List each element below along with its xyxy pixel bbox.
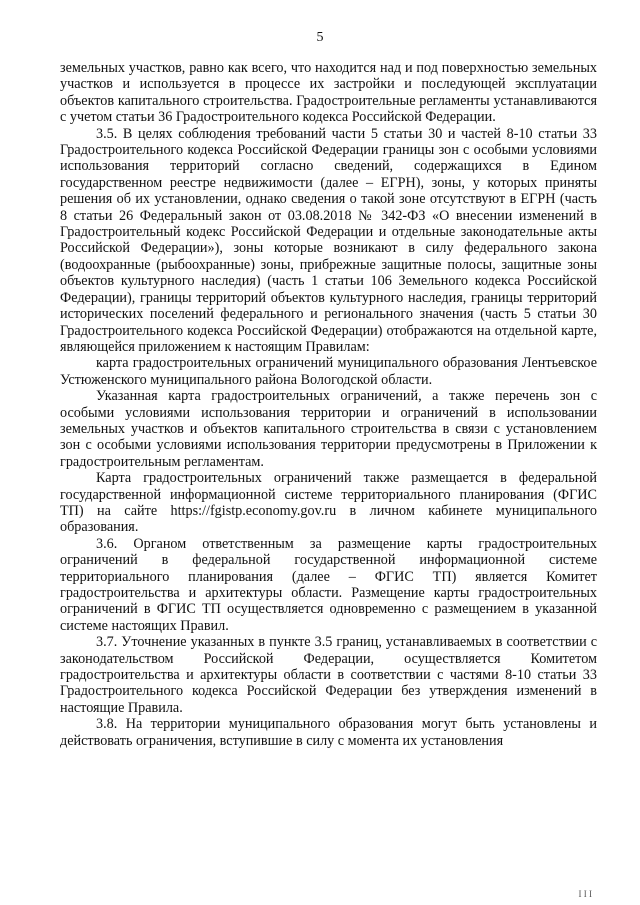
paragraph-restrictions-map: карта градостроительных ограничений муниципального образования Лентьевское Устюженского муниципального района Вологодской области. [60, 355, 597, 388]
paragraph-land-plots: земельных участков, равно как всего, что находится над и под поверхностью земельных участков и используется в процессе их застройки и последующей эксплуатации объектов капитального строительства. Градостроительные регламенты устанавливаются с учетом статьи 36 Градостроительного кодекса Российской Федерации. [60, 60, 597, 126]
footer-mark: I I I [578, 889, 592, 899]
paragraph-map-appendix: Указанная карта градостроительных ограничений, а также перечень зон с особыми условиями использования территории и ограничений в использовании земельных участков и объектов капитального строительства в связи с установлением зон с особыми условиями использования территории предусмотрены в Приложении к градостроительным регламентам. [60, 388, 597, 470]
paragraph-3-8: 3.8. На территории муниципального образования могут быть установлены и действовать ограничения, вступившие в силу с момента их установления [60, 716, 597, 749]
document-body [60, 60, 597, 749]
page-number: 5 [316, 30, 324, 45]
paragraph-3-7: 3.7. Уточнение указанных в пункте 3.5 границ, устанавливаемых в соответствии с законодательством Российской Федерации, осуществляется Комитетом градостроительства и архитектуры области в соответствии с частями 8-10 статьи 33 Градостроительного кодекса Российской Федерации без утверждения изменений в настоящие Правила. [60, 634, 597, 716]
paragraph-3-6: 3.6. Органом ответственным за размещение карты градостроительных ограничений в федеральной государственной информационной системе территориального планирования (далее – ФГИС ТП) является Комитет градостроительства и архитектуры области. Размещение карты градостроительных ограничений в ФГИС ТП осуществляется одновременно с размещением в указанной системе настоящих Правил. [60, 535, 597, 634]
paragraph-3-5: 3.5. В целях соблюдения требований части 5 статьи 30 и частей 8-10 статьи 33 Градостроительного кодекса Российской Федерации границы зон с особыми условиями использования территорий согласно сведений, содержащихся в Едином государственном реестре недвижимости (далее – ЕГРН), зоны, у которых приняты решения об их установлении, однако сведения о такой зоне отсутствуют в ЕГРН (часть 8 статьи 26 Федеральный закон от 03.08.2018 № 342-ФЗ «О внесении изменений в Градостроительный кодекс Российской Федерации и отдельные законодательные акты Российской Федерации»), зоны которые возникают в силу федерального закона (водоохранные (рыбоохранные) зоны, прибрежные защитные полосы, защитные зоны объектов культурного наследия) (часть 1 статьи 106 Земельного кодекса Российской Федерации), границы территорий объектов культурного наследия, границы территорий исторических поселений федерального и регионального значения (часть 5 статьи 30 Градостроительного кодекса Российской Федерации) отображаются на отдельной карте, являющейся приложением к настоящим Правилам: [60, 125, 597, 355]
paragraph-fgis-tp: Карта градостроительных ограничений также размещается в федеральной государственной информационной системе территориального планирования (ФГИС ТП) на сайте https://fgistp.economy.gov.ru в личном кабинете муниципального образования. [60, 470, 597, 536]
